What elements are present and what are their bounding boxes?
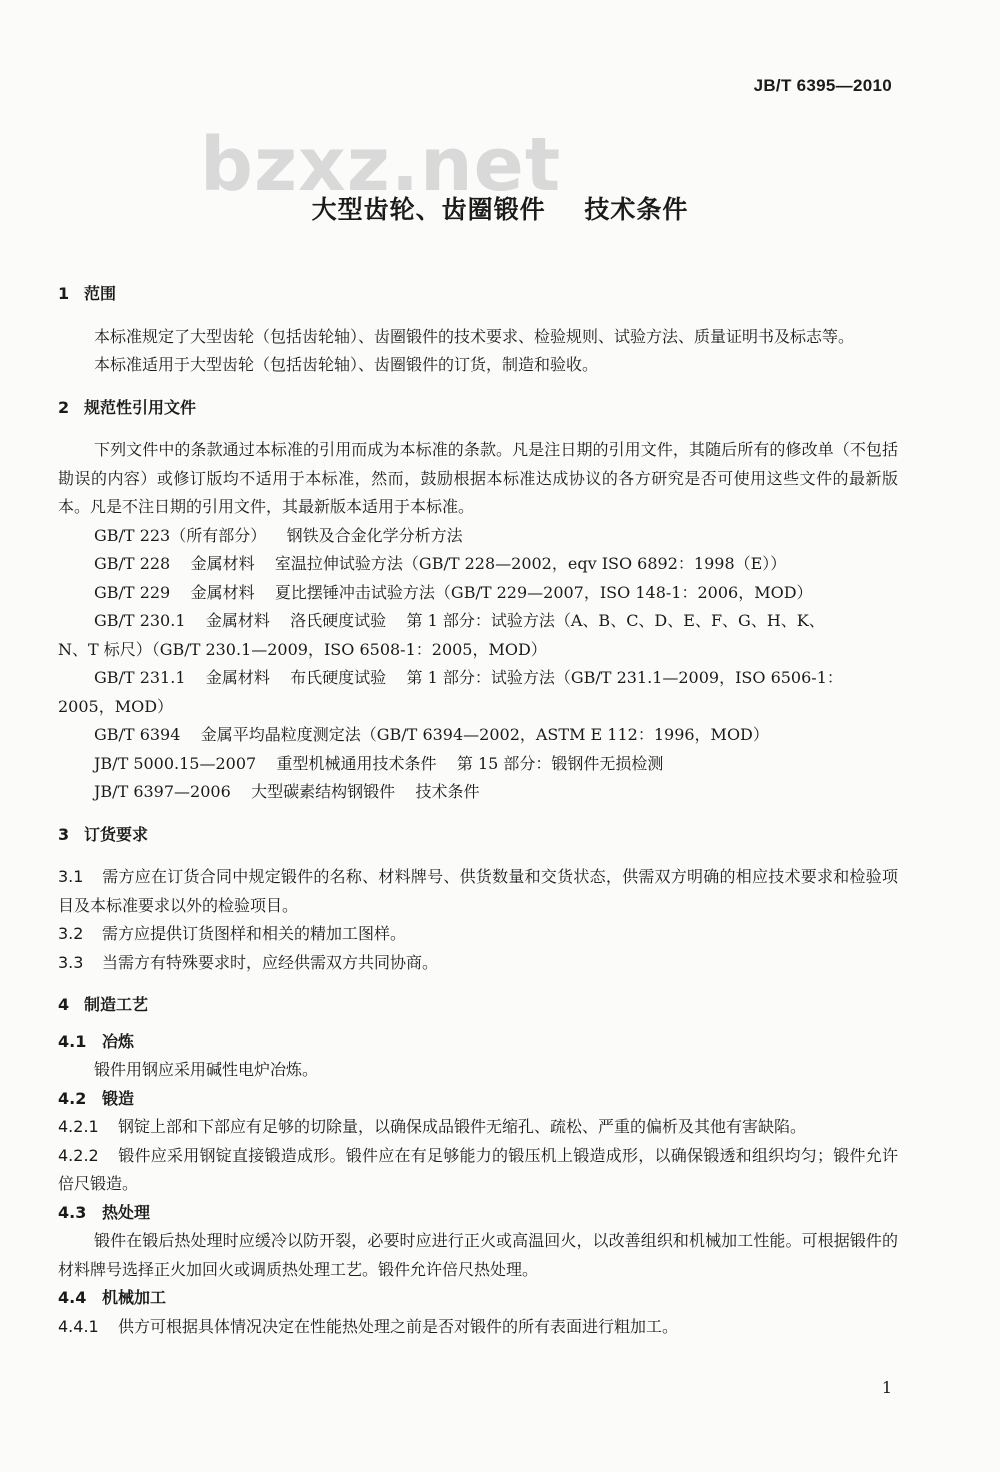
reference-item: GB/T 230.1 金属材料 洛氏硬度试验 第 1 部分：试验方法（A、B、C、D、E、F、G、H、K、	[94, 611, 825, 630]
paragraph: 本标准规定了大型齿轮（包括齿轮轴）、齿圈锻件的技术要求、检验规则、试验方法、质量证明书及标志等。	[94, 326, 855, 346]
reference-item: GB/T 229 金属材料 夏比摆锤冲击试验方法（GB/T 229—2007，ISO 148-1：2006，MOD）	[94, 582, 813, 602]
clause: 4.2.1 钢锭上部和下部应有足够的切除量，以确保成品锻件无缩孔、疏松、严重的偏析及其他有害缺陷。	[58, 1117, 807, 1136]
reference-item-continued: N、T 标尺）（GB/T 230.1—2009，ISO 6508-1：2005，MOD）	[58, 639, 547, 659]
clause: 3.2 需方应提供订货图样和相关的精加工图样。	[58, 924, 407, 943]
section-heading-4: 4 制造工艺	[58, 995, 149, 1014]
subsection-heading: 4.1 冶炼	[58, 1031, 135, 1051]
section-heading-3: 3 订货要求	[58, 824, 149, 844]
reference-item: GB/T 228 金属材料 室温拉伸试验方法（GB/T 228—2002，eqv ISO 6892：1998（E））	[94, 554, 787, 573]
subsection-heading: 4.4 机械加工	[58, 1288, 167, 1307]
paragraph: 下列文件中的条款通过本标准的引用而成为本标准的条款。凡是注日期的引用文件，其随后所有的修改单（不包括勘误的内容）或修订版均不适用于本标准，然而，鼓励根据本标准达成协议的各方研究是否可使用这些文件的最新版本。凡是不注日期的引用文件，其最新版本适用于本标准。	[58, 440, 898, 516]
document-body	[58, 280, 898, 1341]
section-heading-1: 1 范围	[58, 284, 117, 303]
reference-item: JB/T 6397—2006 大型碳素结构钢锻件 技术条件	[94, 782, 480, 801]
watermark: bzxz.net	[200, 122, 562, 208]
clause: 3.3 当需方有特殊要求时，应经供需双方共同协商。	[58, 952, 439, 972]
reference-item: GB/T 6394 金属平均晶粒度测定法（GB/T 6394—2002，ASTM E 112：1996，MOD）	[94, 725, 769, 744]
paragraph: 锻件在锻后热处理时应缓冷以防开裂，必要时应进行正火或高温回火，以改善组织和机械加工性能。可根据锻件的材料牌号选择正火加回火或调质热处理工艺。锻件允许倍尺热处理。	[58, 1231, 898, 1279]
paragraph: 本标准适用于大型齿轮（包括齿轮轴）、齿圈锻件的订货，制造和验收。	[94, 355, 599, 374]
subsection-heading: 4.3 热处理	[58, 1202, 151, 1222]
paragraph: 锻件用钢应采用碱性电炉冶炼。	[94, 1060, 319, 1079]
clause: 4.2.2 锻件应采用钢锭直接锻造成形。锻件应在有足够能力的锻压机上锻造成形，以确保锻透和组织均匀；锻件允许倍尺锻造。	[58, 1145, 898, 1193]
section-heading-2: 2 规范性引用文件	[58, 397, 197, 417]
document-title: 大型齿轮、齿圈锻件 技术条件	[311, 195, 689, 224]
reference-item: GB/T 223（所有部分） 钢铁及合金化学分析方法	[94, 525, 463, 545]
reference-item: GB/T 231.1 金属材料 布氏硬度试验 第 1 部分：试验方法（GB/T 231.1—2009，ISO 6506-1：	[94, 668, 843, 687]
subsection-heading: 4.2 锻造	[58, 1088, 135, 1108]
clause: 3.1 需方应在订货合同中规定锻件的名称、材料牌号、供货数量和交货状态，供需双方明确的相应技术要求和检验项目及本标准要求以外的检验项目。	[58, 867, 898, 915]
reference-item-continued: 2005，MOD）	[58, 696, 174, 716]
standard-code: JB/T 6395—2010	[753, 76, 892, 95]
page-number: 1	[881, 1378, 892, 1397]
reference-item: JB/T 5000.15—2007 重型机械通用技术条件 第 15 部分：锻钢件无损检测	[94, 753, 664, 773]
clause: 4.4.1 供方可根据具体情况决定在性能热处理之前是否对锻件的所有表面进行粗加工。	[58, 1316, 679, 1336]
